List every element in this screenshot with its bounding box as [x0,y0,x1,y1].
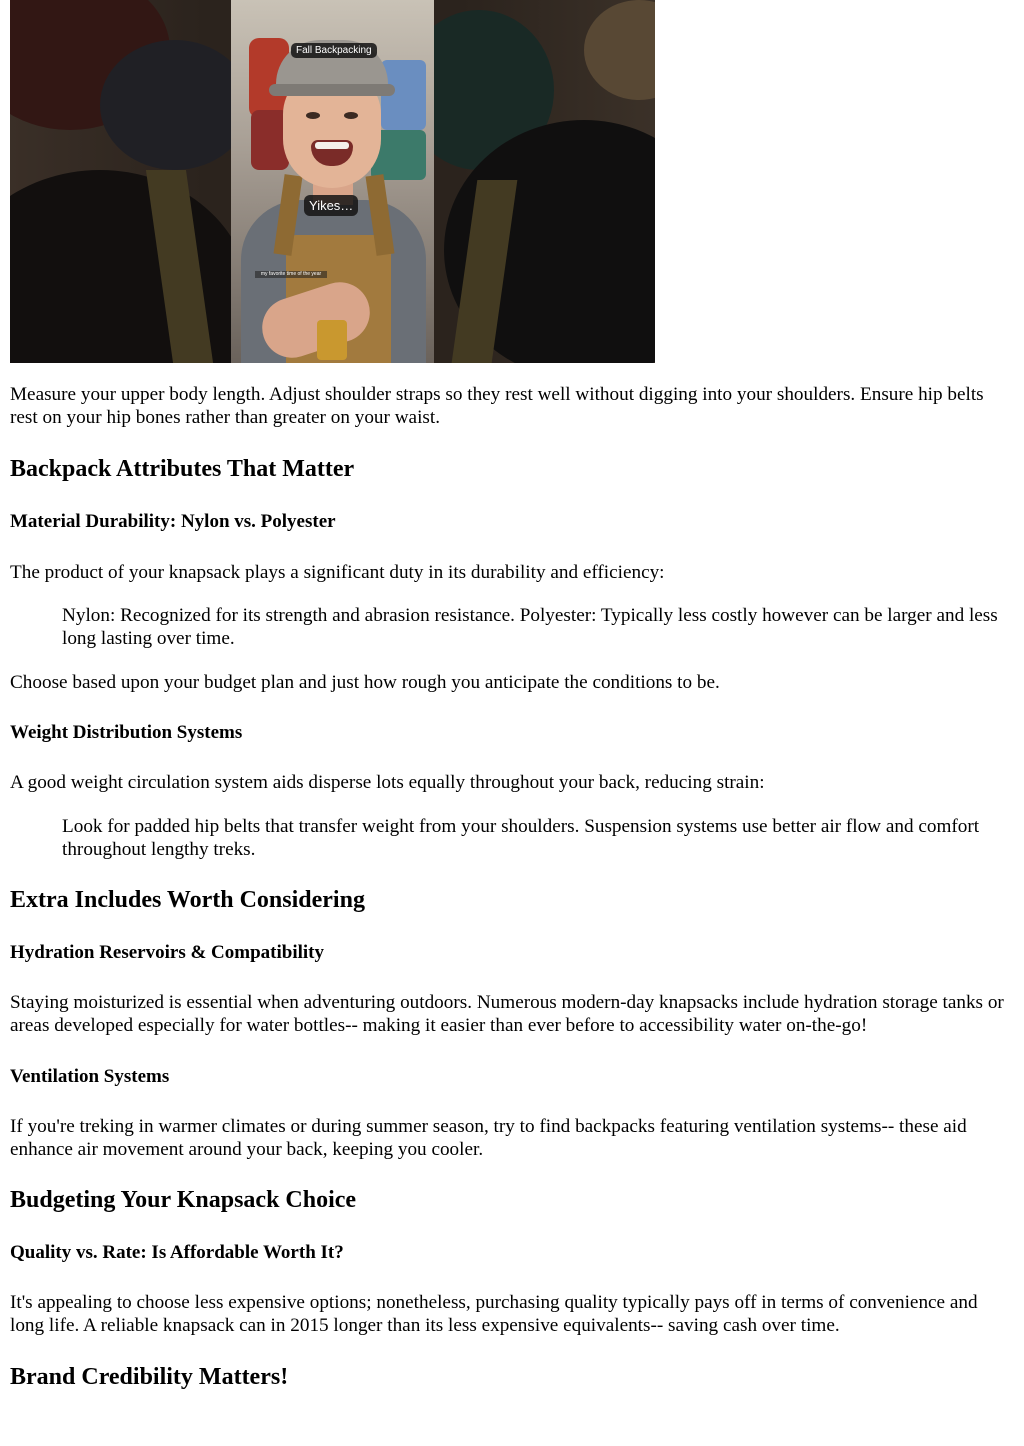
paragraph-quality: It's appealing to choose less expensive options; nonetheless, purchasing quality typically pays off in terms of convenience and long life. A reliable knapsack can in 2015 longer than its less expensive equivalents-- saving cash over time. [10,1292,978,1336]
blurred-background-left [10,0,231,363]
video-center-frame [231,0,434,363]
heading-hydration: Hydration Reservoirs & Compatibility [10,942,325,963]
heading-quality: Quality vs. Rate: Is Affordable Worth It? [10,1242,344,1263]
hero-video-frame[interactable] [10,0,655,363]
paragraph-hydration: Staying moisturized is essential when adventuring outdoors. Numerous modern-day knapsacks include hydration storage tanks or areas developed especially for water bottles-- making it easier than ever before to accessibility water on-the-go! [10,992,1004,1036]
caption-small: my favorite time of the year [255,271,327,278]
heading-attributes: Backpack Attributes That Matter [10,456,355,482]
heading-extra: Extra Includes Worth Considering [10,887,365,913]
heading-ventilation: Ventilation Systems [10,1066,170,1087]
paragraph-material: The product of your knapsack plays a significant duty in its durability and efficiency: [10,562,665,583]
quote-weight: Look for padded hip belts that transfer weight from your shoulders. Suspension systems use better air flow and comfort throughout lengthy treks. [62,816,980,860]
caption-title: Fall Backpacking [291,43,377,58]
caption-main: Yikes… [304,195,358,216]
quote-material: Nylon: Recognized for its strength and abrasion resistance. Polyester: Typically less costly however can be larger and less long lasting over time. [62,605,998,649]
paragraph-weight: A good weight circulation system aids disperse lots equally throughout your back, reducing strain: [10,772,765,793]
heading-weight: Weight Distribution Systems [10,722,243,743]
paragraph-choose: Choose based upon your budget plan and just how rough you anticipate the conditions to be. [10,672,720,693]
blurred-background-right [434,0,655,363]
heading-brand: Brand Credibility Matters! [10,1364,289,1390]
paragraph-ventilation: If you're treking in warmer climates or during summer season, try to find backpacks featuring ventilation systems-- these aid enhance air movement around your back, keeping you cooler. [10,1116,967,1160]
intro-paragraph: Measure your upper body length. Adjust shoulder straps so they rest well without digging into your shoulders. Ensure hip belts rest on your hip bones rather than greater on your waist. [10,384,984,428]
heading-budget: Budgeting Your Knapsack Choice [10,1187,357,1213]
heading-material: Material Durability: Nylon vs. Polyester [10,511,336,532]
